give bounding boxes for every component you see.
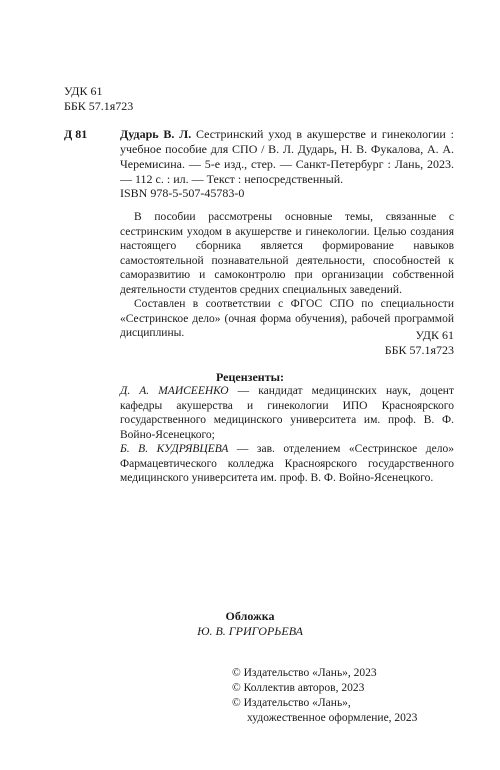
author-mark: Д 81 xyxy=(64,127,88,141)
entry-text: Сестринский уход в акушерстве и гинекологии : учебное пособие для СПО / В. Л. Дударь, Н. В. Фукалова, А. А. Черемисина. — 5-е изд., стер. — Санкт-Петербург : Лань, 2023. — 112 с. : ил. — Текст : непосредственный. xyxy=(120,127,455,186)
copyright-line: художественное оформление, 2023 xyxy=(247,712,418,724)
reviewers-list xyxy=(120,384,454,486)
reviewer-desc: — зав. отделением «Сестринское дело» Фармацевтического колледжа Красноярского государственного медицинского университета им. проф. В. Ф. Войно-Ясенецкого. xyxy=(120,443,454,484)
entry-author: Дударь В. Л. xyxy=(120,127,192,141)
cover-designer: Ю. В. ГРИГОРЬЕВА xyxy=(197,624,303,638)
bbk-code: ББК 57.1я723 xyxy=(384,343,454,357)
copyright-line: © Коллектив авторов, 2023 xyxy=(232,682,365,694)
annotation-paragraph: Составлен в соответствии с ФГОС СПО по специальности «Сестринское дело» (очная форма обучения), рабочей программой дисциплины. xyxy=(120,298,454,339)
reviewer-name: Б. В. КУДРЯВЦЕВА xyxy=(120,443,229,455)
copyright-line: © Издательство «Лань», 2023 xyxy=(232,667,377,679)
bibliographic-entry xyxy=(64,127,454,187)
reviewer-name: Д. А. МАИСЕЕНКО xyxy=(120,385,229,397)
reviewer-item xyxy=(120,384,454,442)
classification-top xyxy=(64,84,133,114)
copyright-line: © Издательство «Лань», xyxy=(232,697,351,709)
annotation xyxy=(120,210,454,341)
udk-code: УДК 61 xyxy=(415,328,454,342)
reviewer-item xyxy=(120,442,454,486)
cover-title: Обложка xyxy=(225,609,275,623)
cover-credit xyxy=(0,609,500,639)
classification-right xyxy=(385,328,454,358)
bibliographic-description xyxy=(120,127,454,187)
udk-code: УДК 61 xyxy=(64,84,103,98)
reviewer-desc: — кандидат медицинских наук, доцент кафедры акушерства и гинекологии ИПО Красноярского государственного медицинского университета им. проф. В. Ф. Войно-Ясенецкого; xyxy=(120,385,454,441)
annotation-paragraph: В пособии рассмотрены основные темы, связанные с сестринским уходом в акушерстве и гинекологии. Целью создания настоящего сборника является формирование навыков самостоятельной познавательной деятельности, способностей к саморазвитию и самоконтролю при организации собственной деятельности студентов средних специальных заведений. xyxy=(120,211,454,296)
isbn: ISBN 978-5-507-45783-0 xyxy=(120,186,245,200)
bbk-code: ББК 57.1я723 xyxy=(64,99,134,113)
reviewers-title: Рецензенты: xyxy=(216,370,284,384)
copyright-block xyxy=(232,666,417,726)
